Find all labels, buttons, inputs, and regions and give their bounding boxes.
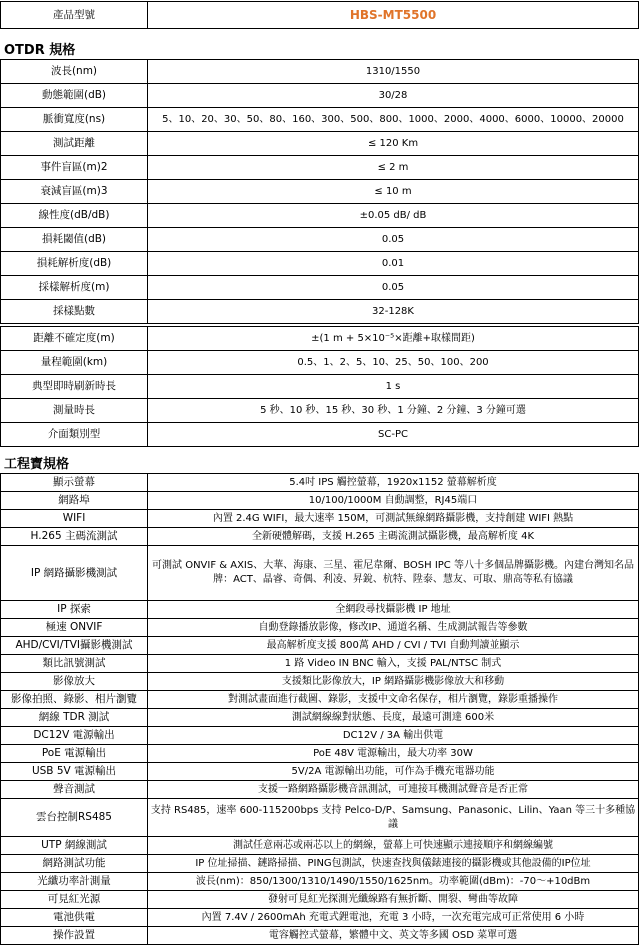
spec-label: 損耗閾值(dB) xyxy=(1,228,148,252)
spec-value: 0.01 xyxy=(148,252,639,276)
spec-label: 採樣點數 xyxy=(1,300,148,324)
spec-value: 波長(nm)：850/1300/1310/1490/1550/1625nm。功率範圍(dBm)：-70～+10dBm xyxy=(148,873,639,891)
spec-label: 類比訊號測試 xyxy=(1,655,148,673)
spec-row xyxy=(1,528,639,546)
spec-label: 網路埠 xyxy=(1,492,148,510)
spec-value: 32-128K xyxy=(148,300,639,324)
spec-label: 網線 TDR 測試 xyxy=(1,709,148,727)
spec-label: 典型即時刷新時長 xyxy=(1,375,148,399)
otdr-section-title: OTDR 規格 xyxy=(4,43,76,58)
spec-value: 對測試畫面進行截圖、錄影，支援中文命名保存，相片瀏覽，錄影重播操作 xyxy=(148,691,639,709)
spec-row xyxy=(1,601,639,619)
spec-value: IP 位址掃描、鏈路掃描、PING包測試，快速查找與儀錶連接的攝影機或其他設備的IP位址 xyxy=(148,855,639,873)
spec-row xyxy=(1,837,639,855)
model-value: HBS-MT5500 xyxy=(148,2,639,29)
spec-label: WIFI xyxy=(1,510,148,528)
spec-label: 電池供電 xyxy=(1,909,148,927)
spec-value: 1 s xyxy=(148,375,639,399)
spec-row xyxy=(1,799,639,837)
spec-value: 支持 RS485，速率 600-115200bps 支持 Pelco-D/P、Samsung、Panasonic、Lilin、Yaan 等三十多種協議 xyxy=(148,799,639,837)
spec-label: 顯示螢幕 xyxy=(1,474,148,492)
spec-value: 發射可見紅光探測光纖線路有無折斷、開裂、彎曲等故障 xyxy=(148,891,639,909)
spec-label: 衰減盲區(m)3 xyxy=(1,180,148,204)
spec-value: 測試任意兩芯或兩芯以上的網線，螢幕上可快速顯示連接順序和網線編號 xyxy=(148,837,639,855)
spec-value: 0.05 xyxy=(148,276,639,300)
spec-value: ≤ 120 Km xyxy=(148,132,639,156)
spec-row xyxy=(1,252,639,276)
spec-row xyxy=(1,492,639,510)
spec-value: 支援類比影像放大，IP 網路攝影機影像放大和移動 xyxy=(148,673,639,691)
spec-label: 雲台控制RS485 xyxy=(1,799,148,837)
spec-value: 0.5、1、2、5、10、25、50、100、200 xyxy=(148,351,639,375)
spec-row xyxy=(1,204,639,228)
spec-label: 操作設置 xyxy=(1,927,148,945)
spec-value: 5.4吋 IPS 觸控螢幕，1920x1152 螢幕解析度 xyxy=(148,474,639,492)
spec-row xyxy=(1,927,639,945)
spec-label: AHD/CVI/TVI攝影機測試 xyxy=(1,637,148,655)
spec-value: PoE 48V 電源輸出，最大功率 30W xyxy=(148,745,639,763)
spec-value: 內置 7.4V / 2600mAh 充電式鋰電池，充電 3 小時，一次充電完成可正常使用 6 小時 xyxy=(148,909,639,927)
spec-row xyxy=(1,673,639,691)
engineering-section-title: 工程寶規格 xyxy=(4,457,70,472)
spec-value: 自動登錄播放影像，修改IP、通道名稱、生成測試報告等參數 xyxy=(148,619,639,637)
spec-row xyxy=(1,855,639,873)
spec-row xyxy=(1,691,639,709)
spec-row xyxy=(1,399,639,423)
spec-row xyxy=(1,327,639,351)
spec-label: DC12V 電源輸出 xyxy=(1,727,148,745)
spec-row xyxy=(1,132,639,156)
spec-value: 可測試 ONVIF & AXIS、大華、海康、三星、霍尼韋爾、BOSH IPC 等八十多個品牌攝影機。內建台灣知名品牌：ACT、晶睿、奇偶、利凌、昇銳、杭特、陞泰、慧友、可取、鼎高等私有協議 xyxy=(148,546,639,601)
spec-label: 測試距離 xyxy=(1,132,148,156)
spec-row xyxy=(1,84,639,108)
spec-row xyxy=(1,276,639,300)
spec-row xyxy=(1,228,639,252)
spec-row xyxy=(1,709,639,727)
spec-label: 極速 ONVIF xyxy=(1,619,148,637)
spec-row xyxy=(1,637,639,655)
spec-label: 距離不確定度(m) xyxy=(1,327,148,351)
spec-row xyxy=(1,781,639,799)
spec-row xyxy=(1,763,639,781)
spec-value: ±0.05 dB/ dB xyxy=(148,204,639,228)
spec-row xyxy=(1,546,639,601)
spec-value: 10/100/1000M 自動調整，RJ45端口 xyxy=(148,492,639,510)
spec-row xyxy=(1,423,639,447)
otdr-spec-table xyxy=(0,59,639,324)
spec-row xyxy=(1,619,639,637)
spec-value: ≤ 10 m xyxy=(148,180,639,204)
spec-label: 聲音測試 xyxy=(1,781,148,799)
spec-label: 採樣解析度(m) xyxy=(1,276,148,300)
spec-label: USB 5V 電源輸出 xyxy=(1,763,148,781)
spec-label: IP 網路攝影機測試 xyxy=(1,546,148,601)
spec-value: 最高解析度支援 800萬 AHD / CVI / TVI 自動判讀並顯示 xyxy=(148,637,639,655)
spec-value: ±(1 m + 5×10⁻⁵×距離+取樣間距) xyxy=(148,327,639,351)
model-header-table xyxy=(0,1,639,29)
spec-value: 電容觸控式螢幕，繁體中文、英文等多國 OSD 菜單可選 xyxy=(148,927,639,945)
spec-value: ≤ 2 m xyxy=(148,156,639,180)
spec-value: DC12V / 3A 輸出供電 xyxy=(148,727,639,745)
spec-value: 支援一路網路攝影機音訊測試，可連接耳機測試聲音是否正常 xyxy=(148,781,639,799)
spec-label: 影像拍照、錄影、相片瀏覽 xyxy=(1,691,148,709)
spec-row xyxy=(1,873,639,891)
spec-label: 測量時長 xyxy=(1,399,148,423)
spec-value: 5、10、20、30、50、80、160、300、500、800、1000、2000、4000、6000、10000、20000 xyxy=(148,108,639,132)
otdr-spec-table-2 xyxy=(0,326,639,447)
spec-row xyxy=(1,655,639,673)
spec-label: 脈衝寬度(ns) xyxy=(1,108,148,132)
spec-label: 動態範圍(dB) xyxy=(1,84,148,108)
spec-row xyxy=(1,909,639,927)
spec-row xyxy=(1,891,639,909)
engineering-spec-table xyxy=(0,473,639,945)
spec-label: 網路測試功能 xyxy=(1,855,148,873)
spec-value: 全網段尋找攝影機 IP 地址 xyxy=(148,601,639,619)
spec-row xyxy=(1,727,639,745)
spec-label: H.265 主碼流測試 xyxy=(1,528,148,546)
spec-value: 5V/2A 電源輸出功能，可作為手機充電器功能 xyxy=(148,763,639,781)
spec-value: 5 秒、10 秒、15 秒、30 秒、1 分鐘、2 分鐘、3 分鐘可選 xyxy=(148,399,639,423)
spec-label: UTP 網線測試 xyxy=(1,837,148,855)
spec-label: 線性度(dB/dB) xyxy=(1,204,148,228)
spec-label: IP 探索 xyxy=(1,601,148,619)
spec-label: 介面類別型 xyxy=(1,423,148,447)
spec-value: 內置 2.4G WIFI，最大速率 150M，可測試無線網路攝影機，支持創建 WIFI 熱點 xyxy=(148,510,639,528)
spec-value: 測試網線線對狀態、長度，最遠可測達 600米 xyxy=(148,709,639,727)
spec-row xyxy=(1,474,639,492)
spec-value: 全新硬體解碼，支援 H.265 主碼流測試攝影機，最高解析度 4K xyxy=(148,528,639,546)
spec-label: 量程範圍(km) xyxy=(1,351,148,375)
spec-label: 可見紅光源 xyxy=(1,891,148,909)
spec-row xyxy=(1,180,639,204)
spec-label: 事件盲區(m)2 xyxy=(1,156,148,180)
spec-value: 1310/1550 xyxy=(148,60,639,84)
spec-row xyxy=(1,108,639,132)
model-label: 產品型號 xyxy=(1,2,148,29)
spec-row xyxy=(1,351,639,375)
spec-value: 30/28 xyxy=(148,84,639,108)
spec-label: 損耗解析度(dB) xyxy=(1,252,148,276)
spec-row xyxy=(1,510,639,528)
spec-value: 0.05 xyxy=(148,228,639,252)
spec-value: SC-PC xyxy=(148,423,639,447)
spec-label: 影像放大 xyxy=(1,673,148,691)
spec-label: 光纖功率計測量 xyxy=(1,873,148,891)
spec-row xyxy=(1,375,639,399)
spec-row xyxy=(1,156,639,180)
spec-label: PoE 電源輸出 xyxy=(1,745,148,763)
spec-row xyxy=(1,60,639,84)
spec-row xyxy=(1,745,639,763)
spec-label: 波長(nm) xyxy=(1,60,148,84)
spec-value: 1 路 Video IN BNC 輸入，支援 PAL/NTSC 制式 xyxy=(148,655,639,673)
spec-row xyxy=(1,300,639,324)
